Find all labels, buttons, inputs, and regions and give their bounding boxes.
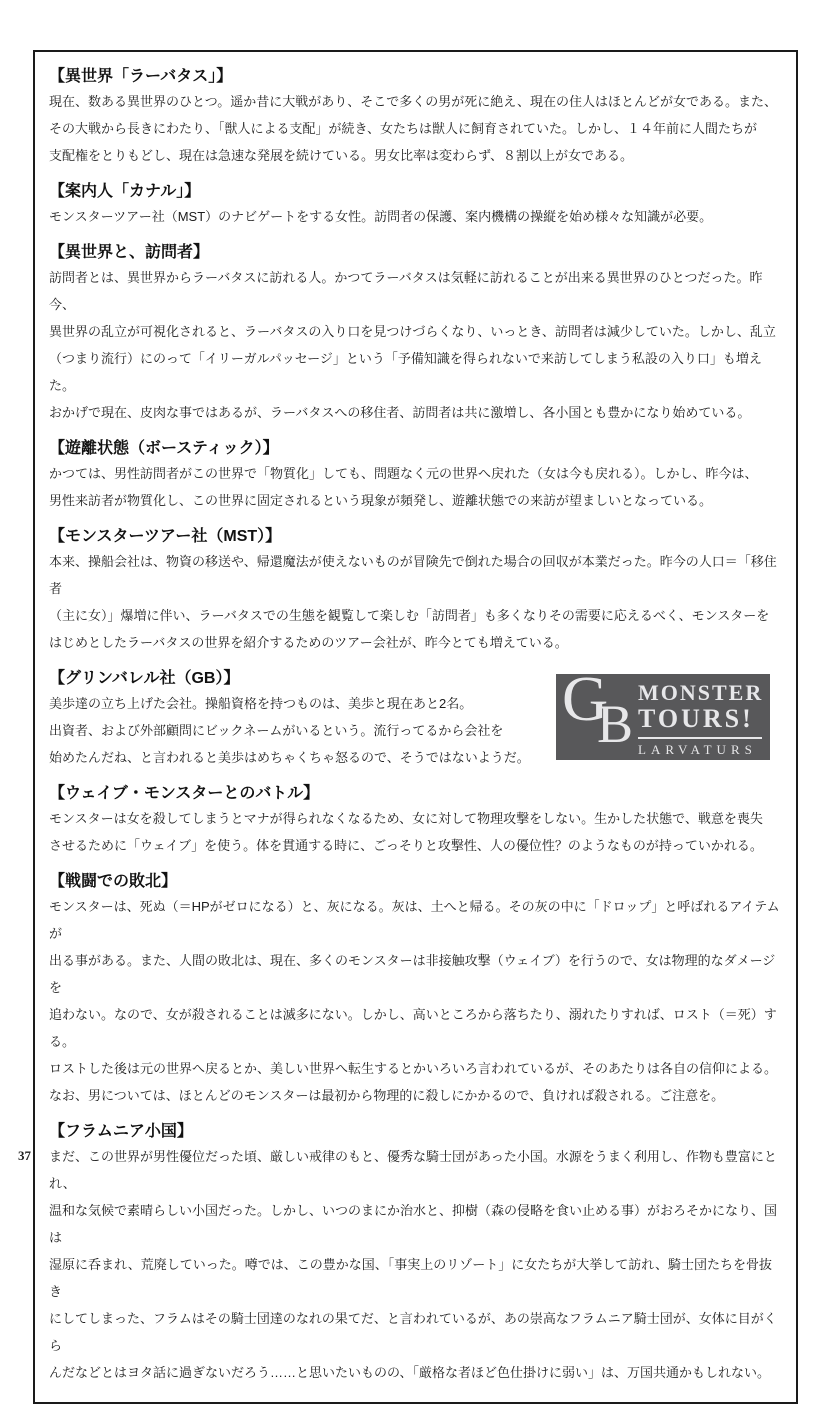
content-frame [33, 50, 798, 1404]
section-flamnia-small-nation [49, 1121, 784, 1386]
section-heading: 【グリンバレル社（GB）】 [49, 670, 240, 687]
section-body: 現在、数ある異世界のひとつ。遥か昔に大戦があり、そこで多くの男が死に絶え、現在の住人はほとんどが女である。また、 その大戦から長きにわたり、「獣人による支配」が続き、女たちは獣人に飼育されていた。しかし、１４年前に人間たちが 支配権をとりもどし、現在は急速な発展を続けている。男女比率は変わらず、８割以上が女である。 [49, 94, 778, 163]
section-body: モンスターツアー社（MST）のナビゲートをする女性。訪問者の保護、案内機構の操縦を始め様々な知識が必要。 [49, 209, 713, 224]
section-heading: 【モンスターツアー社（MST）】 [49, 528, 282, 545]
section-otherworld-larvatus [49, 66, 784, 169]
section-heading: 【フラムニア小国】 [49, 1123, 193, 1140]
section-monster-tour-company [49, 526, 784, 656]
gb-monster-tours-logo [556, 674, 770, 760]
wordmark-line-monster: MONSTER [638, 680, 764, 705]
monster-tours-wordmark [638, 681, 763, 758]
monogram-letter-b: B [597, 694, 634, 754]
wordmark-divider [638, 737, 762, 739]
section-body: モンスターは、死ぬ（＝HPがゼロになる）と、灰になる。灰は、土へと帰る。その灰の中に「ドロップ」と呼ばれるアイテムが 出る事がある。また、人間の敗北は、現在、多くのモンスターは非接触攻撃（ウェイブ）を行うので、女は物理的なダメージを 追わない。なので、女が殺されることは滅多にない。しかし、高いところから落ちたり、溺れたりすれば、ロスト（＝死）する。 ロストした後は元の世界へ戻るとか、美しい世界へ転生するとかいろいろ言われているが、そのあたりは各自の信仰による。 なお、男については、ほとんどのモンスターは最初から物理的に殺しにかかるので、負ければ殺される。ご注意を。 [49, 899, 780, 1103]
section-body: かつては、男性訪問者がこの世界で「物質化」しても、問題なく元の世界へ戻れた（女は今も戻れる）。しかし、昨今は、 男性来訪者が物質化し、この世界に固定されるという現象が頻発し、遊離状態での来訪が望ましいとなっている。 [49, 466, 758, 508]
wordmark-line-larvaturs: LARVATURS [638, 741, 757, 757]
section-heading: 【遊離状態（ボースティック）】 [49, 440, 279, 457]
section-heading: 【異世界と、訪問者】 [49, 244, 210, 261]
monogram-letter-g: G [562, 674, 609, 734]
section-heading: 【ウェイブ・モンスターとのバトル】 [49, 785, 320, 802]
section-body: 訪問者とは、異世界からラーバタスに訪れる人。かつてラーバタスは気軽に訪れることが出来る異世界のひとつだった。昨今、 異世界の乱立が可視化されると、ラーバタスの入り口を見つけづらくなり、いっとき、訪問者は減少していた。しかし、乱立 （つまり流行）にのって「イリーガルパッセージ」という「予備知識を得られないで来訪してしまう私設の入り口」も増えた。 おかげで現在、皮肉な事ではあるが、ラーバタスへの移住者、訪問者は共に激増し、各小国とも豊かになり始めている。 [49, 270, 776, 420]
section-detached-state [49, 438, 784, 514]
gb-monogram-icon [556, 674, 636, 760]
section-body: 本来、操船会社は、物資の移送や、帰還魔法が使えないものが冒険先で倒れた場合の回収が本業だった。昨今の人口＝「移住者 （主に女）」爆増に伴い、ラーバタスでの生態を観覧して楽しむ「訪問者」も多くなりその需要に応えるべく、モンスターを はじめとしたラーバタスの世界を紹介するためのツアー会社が、昨今とても増えている。 [49, 554, 777, 650]
section-heading: 【戦闘での敗北】 [49, 873, 178, 890]
section-heading: 【異世界「ラーバタス」】 [49, 68, 233, 85]
section-defeat-in-battle [49, 871, 784, 1109]
section-body: 美歩達の立ち上げた会社。操船資格を持つものは、美歩と現在あと2名。 出資者、および外部顧問にビックネームがいるという。流行ってるから会社を 始めたんだね、と言われると美歩はめちゃくちゃ怒るので、そうではないようだ。 [49, 696, 530, 765]
section-guide-canal [49, 181, 784, 230]
section-grinbarrel-company [49, 668, 784, 771]
section-body: モンスターは女を殺してしまうとマナが得られなくなるため、女に対して物理攻撃をしない。生かした状態で、戦意を喪失 させるために「ウェイブ」を使う。体を貫通する時に、ごっそりと攻撃性、人の優位性？のようなものが持っていかれる。 [49, 811, 763, 853]
section-body: まだ、この世界が男性優位だった頃、厳しい戒律のもと、優秀な騎士団があった小国。水源をうまく利用し、作物も豊富にとれ、 温和な気候で素晴らしい小国だった。しかし、いつのまにか治水と、抑樹（森の侵略を食い止める事）がおろそかになり、国は 湿原に呑まれ、荒廃していった。噂では、この豊かな国、「事実上のリゾート」に女たちが大挙して訪れ、騎士団たちを骨抜き にしてしまった、フラムはその騎士団達のなれの果てだ、と言われているが、あの崇高なフラムニア騎士団が、女体に目がくら んだなどとはヨタ話に過ぎないだろう……と思いたいものの、「厳格な者ほど色仕掛けに弱い」は、万国共通かもしれない。 [49, 1149, 778, 1380]
section-wave-monster-battle [49, 783, 784, 859]
page-number: 37 [18, 1148, 31, 1163]
section-heading: 【案内人「カナル」】 [49, 183, 201, 200]
section-otherworld-visitors [49, 242, 784, 426]
wordmark-line-tours: TOURS! [638, 704, 754, 734]
